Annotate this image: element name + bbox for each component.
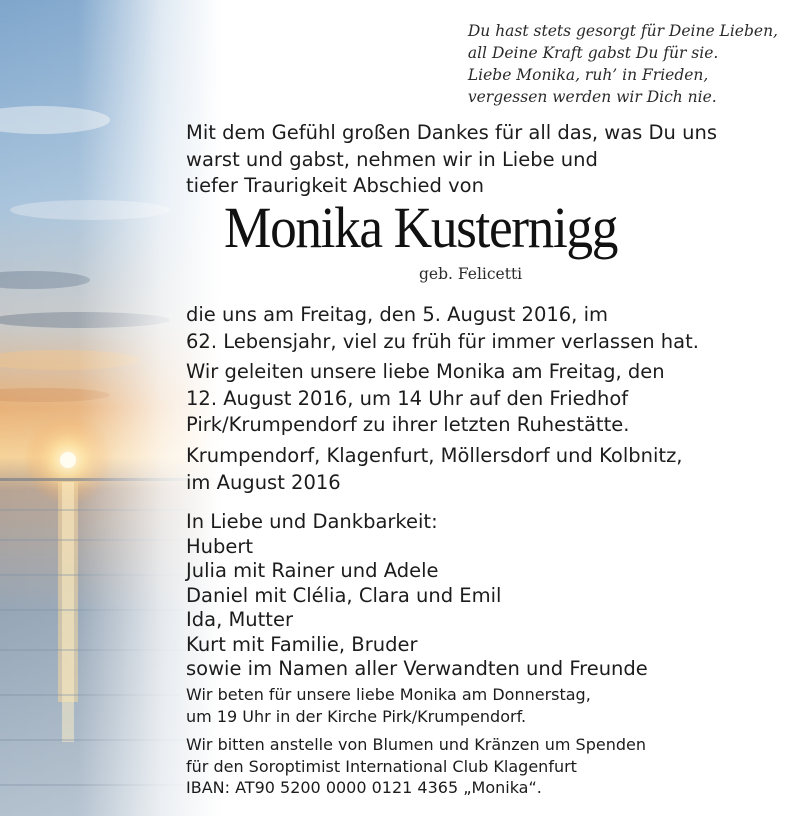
mourner: Hubert bbox=[186, 534, 254, 558]
death-line: 62. Lebensjahr, viel zu früh für immer verlassen hat. bbox=[186, 329, 699, 353]
prayer-line: Wir beten für unsere liebe Monika am Donnerstag, bbox=[186, 685, 591, 704]
place-line: Krumpendorf, Klagenfurt, Möllersdorf und Kolbnitz, bbox=[186, 444, 683, 467]
prayer-notice bbox=[186, 684, 591, 728]
place-and-date bbox=[186, 443, 683, 496]
prayer-line: um 19 Uhr in der Kirche Pirk/Krumpendorf. bbox=[186, 707, 527, 726]
mourners-list bbox=[186, 510, 648, 682]
deceased-name: Monika Kusternigg bbox=[224, 195, 617, 260]
poem-line: Liebe Monika, ruh’ in Frieden, bbox=[467, 66, 709, 84]
poem-line: all Deine Kraft gabst Du für sie. bbox=[467, 44, 719, 62]
intro-line: warst und gabst, nehmen wir in Liebe und bbox=[186, 147, 598, 171]
maiden-name: geb. Felicetti bbox=[419, 265, 523, 283]
memorial-poem bbox=[468, 20, 778, 108]
iban-line: IBAN: AT90 5200 0000 0121 4365 „Monika“. bbox=[186, 778, 542, 797]
mourner: sowie im Namen aller Verwandten und Freunde bbox=[186, 657, 648, 680]
date-line: im August 2016 bbox=[186, 470, 341, 494]
death-line: die uns am Freitag, den 5. August 2016, im bbox=[186, 303, 608, 326]
mourner: Daniel mit Clélia, Clara und Emil bbox=[186, 583, 502, 607]
intro-text bbox=[186, 120, 717, 200]
poem-line: Du hast stets gesorgt für Deine Lieben, bbox=[467, 22, 778, 40]
intro-line: tiefer Traurigkeit Abschied von bbox=[186, 174, 484, 197]
mourner: Julia mit Rainer und Adele bbox=[186, 559, 439, 582]
donation-line: Wir bitten anstelle von Blumen und Kränzen um Spenden bbox=[186, 735, 646, 754]
funeral-notice bbox=[186, 359, 665, 439]
mourner: Kurt mit Familie, Bruder bbox=[186, 632, 418, 656]
mourners-heading: In Liebe und Dankbarkeit: bbox=[186, 510, 438, 533]
intro-line: Mit dem Gefühl großen Dankes für all das, was Du uns bbox=[186, 121, 717, 144]
donation-line: für den Soroptimist International Club Klagenfurt bbox=[186, 756, 577, 776]
mourner: Ida, Mutter bbox=[186, 608, 293, 631]
poem-line: vergessen werden wir Dich nie. bbox=[467, 88, 717, 106]
funeral-line: Wir geleiten unsere liebe Monika am Freitag, den bbox=[186, 360, 665, 383]
funeral-line: Pirk/Krumpendorf zu ihrer letzten Ruhestätte. bbox=[186, 413, 630, 436]
death-notice bbox=[186, 302, 699, 355]
funeral-line: 12. August 2016, um 14 Uhr auf den Friedhof bbox=[186, 386, 629, 410]
donation-notice bbox=[186, 734, 646, 799]
